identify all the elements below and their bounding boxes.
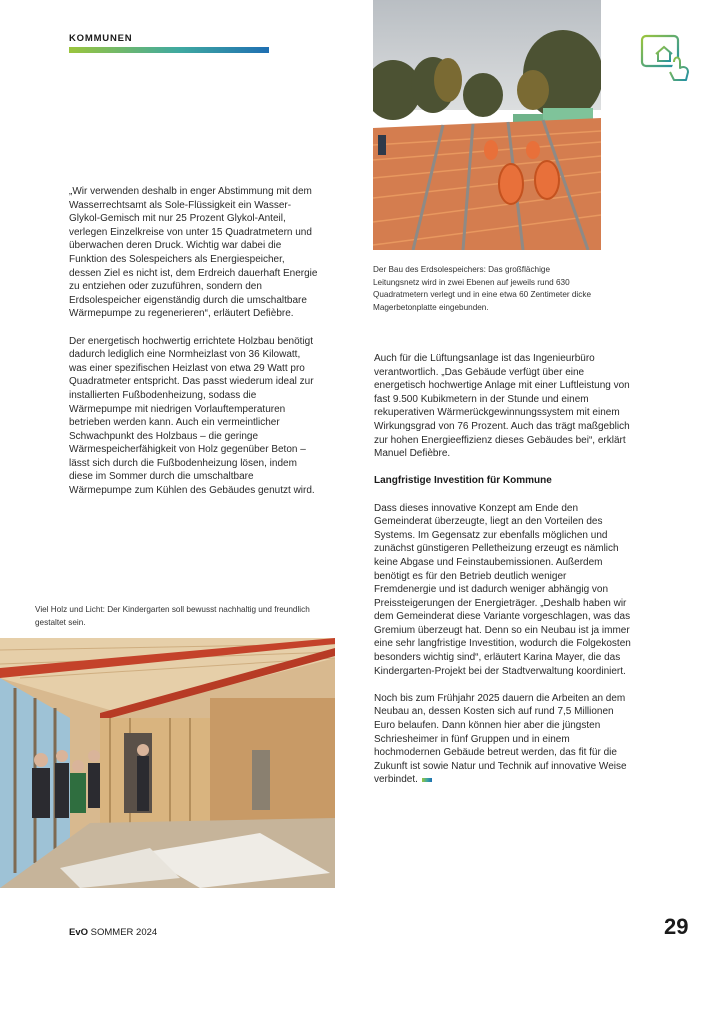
photo-construction-ground-pipes bbox=[373, 0, 601, 250]
paragraph: „Wir verwenden deshalb in enger Abstimmung mit dem Wasserrechtsamt als Sole-Flüssigkeit ein Wasser-Glykol-Gemisch mit nur 25 Prozent Glykol-Anteil, verlegen Einzelkreise von unter 15 Quadratmetern und überwachen deren Druck. Wichtig war dabei die Funktion des Solespeichers als Energiespeicher, dessen Ziel es nicht ist, dem Erdreich dauerhaft Energie zu entziehen oder zuzuführen, sondern den Erdsolespeicher eigenständig durch die umschaltbare Wärmepumpe zu regenerieren“, erläutert Defièbre. bbox=[69, 186, 318, 320]
footer-issue-text: SOMMER 2024 bbox=[90, 927, 158, 938]
tablet-house-hand-icon bbox=[640, 32, 694, 82]
subheading: Langfristige Investition für Kommune bbox=[374, 475, 552, 487]
footer-issue bbox=[69, 927, 157, 938]
paragraph-text: Noch bis zum Frühjahr 2025 dauern die Arbeiten an dem Neubau an, dessen Kosten sich auf rund 7,5 Millionen Euro belaufen. Dann können hier aber die jüngsten Schriesheimer in fünf Gruppen und in einem hochmodernen Gebäude betreut werden, das fit für die Zukunft ist sowie Natur und Technik auf innovative Weise verbindet. bbox=[374, 692, 627, 786]
page-number: 29 bbox=[664, 914, 689, 939]
section-accent-bar bbox=[69, 47, 269, 53]
paragraph: Der energetisch hochwertig errichtete Holzbau benötigt dadurch lediglich eine Normheizlast von 36 Kilowatt, was einer spezifischen Heizlast von etwa 29 Watt pro Quadratmeter entspricht. Das passt wiederum ideal zur installierten Fußbodenheizung, sodass die Wärmepumpe mit niedrigen Vorlauftemperaturen betrieben werden kann. Auch ein vermeintlicher Schwachpunkt des Holzbaus – die geringe Wärmespeicherfähigkeit von Holz gegenüber Beton – lässt sich durch die Fußbodenheizung lösen, indem diese im Sommer durch die umschaltbare Wärmepumpe zum Kühlen des Gebäudes genutzt wird. bbox=[69, 335, 315, 497]
photo-top-caption: Der Bau des Erdsolespeichers: Das großflächige Leitungsnetz wird in zwei Ebenen auf jeweils rund 630 Quadratmetern verlegt und in eine etwa 60 Zentimeter dicke Magerbetonplatte eingebunden. bbox=[373, 265, 591, 312]
section-label: KOMMUNEN bbox=[69, 33, 133, 44]
footer-brand: EvO bbox=[69, 927, 89, 938]
paragraph bbox=[374, 692, 631, 787]
article-end-mark bbox=[422, 778, 432, 782]
right-text-column bbox=[374, 352, 631, 801]
paragraph: Dass dieses innovative Konzept am Ende den Gemeinderat überzeugte, liegt an den Vorteilen des Systems. Im Gegensatz zur ebenfalls möglichen und zunächst günstigeren Pelletheizung erzeugt es nämlich keine Abgase und Feinstaubemissionen. Außerdem benötigt es für den Betrieb deutlich weniger Fremdenergie und ist dadurch weniger abhängig von Preissteigerungen der Energieträger. „Deshalb haben wir dem Gemeinderat diese Variante vorgeschlagen, was das Gremium überzeugt hat. Denn so ein Neubau ist ja immer eine sehr langfristige Investition, wodurch die Folgekosten besonders wichtig sind“, erläutert Karina Mayer, die das Kindergarten-Projekt bei der Stadtverwaltung koordiniert. bbox=[374, 502, 631, 677]
paragraph: Auch für die Lüftungsanlage ist das Ingenieurbüro verantwortlich. „Das Gebäude verfügt über eine energetisch hochwertige Anlage mit einer Luftleistung von fast 9.500 Kubikmetern in der Stunde und einem rekuperativen Wärmerückgewinnungssystem mit einem Wirkungsgrad von 76 Prozent. Auch das trägt maßgeblich zur hohen Energieeffizienz dieses Gebäudes bei“, erklärt Manuel Defièbre. bbox=[374, 353, 630, 460]
photo-kindergarten-interior bbox=[0, 638, 335, 888]
photo-bottom-caption: Viel Holz und Licht: Der Kindergarten soll bewusst nachhaltig und freundlich gestaltet sein. bbox=[35, 605, 310, 627]
left-text-column bbox=[69, 185, 319, 511]
